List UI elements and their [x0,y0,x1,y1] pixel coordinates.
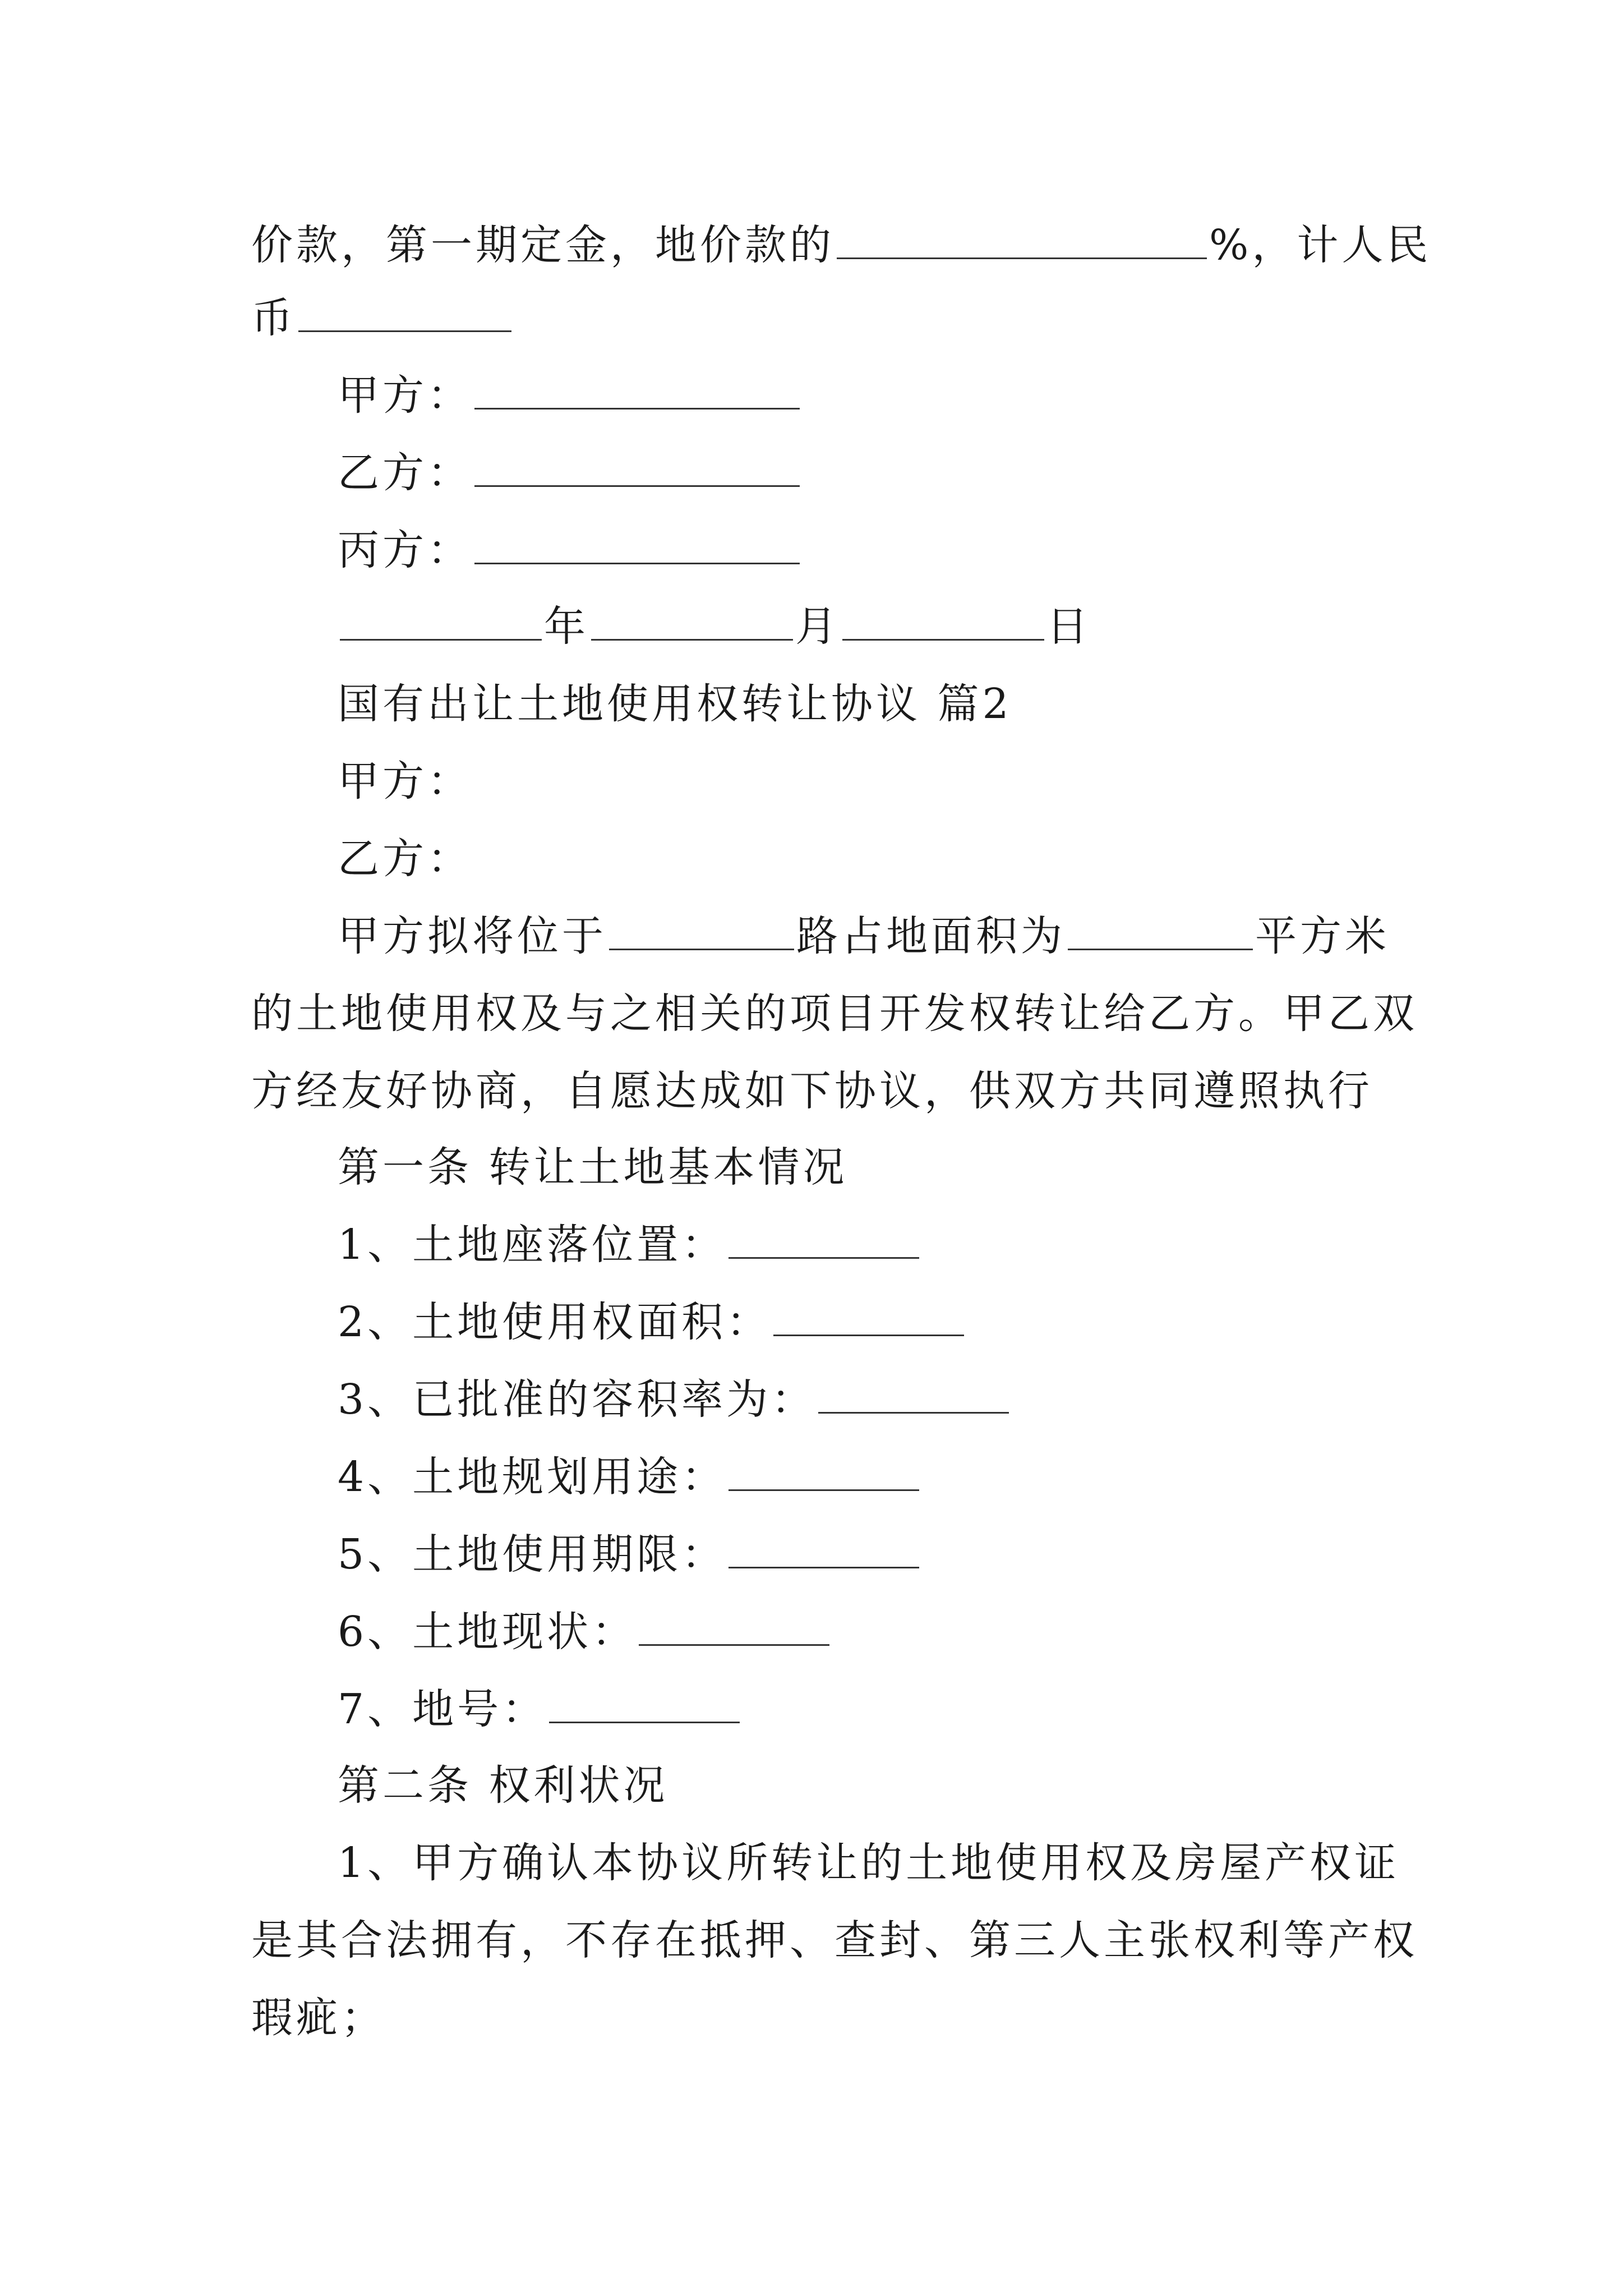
section2-party-b: 乙方： [338,835,472,883]
currency-label: 币 [251,294,296,342]
party-b-label: 乙方： [338,449,472,497]
payment-text-b: %，计人民 [1209,221,1432,269]
intro-line-3: 方经友好协商，自愿达成如下协议，供双方共同遵照执行 [251,1067,1373,1115]
item-1-blank [728,1220,919,1259]
day-label: 日 [1046,602,1091,651]
party-a-line [338,370,802,421]
date-line [338,601,1091,652]
party-c-blank [474,526,800,564]
item-2 [338,1297,966,1347]
payment-line-2 [251,293,514,343]
payment-text-a: 价款，第一期定金，地价款的 [251,221,834,269]
intro-line-1 [338,911,1390,961]
month-label: 月 [795,602,840,651]
month-blank [591,602,793,641]
article-2-title: 第二条 权利状况 [338,1761,668,1810]
road-blank [609,912,794,950]
article-1-title: 第一条 转让土地基本情况 [338,1143,848,1191]
item-2-blank [773,1297,964,1336]
item-6 [338,1607,832,1657]
rights-line-1: 1、甲方确认本协议所转让的土地使用权及房屋产权证 [338,1839,1400,1887]
item-2-label: 2、土地使用权面积： [338,1298,772,1346]
item-7-label: 7、地号： [338,1685,547,1733]
currency-blank [298,293,511,332]
item-1-label: 1、土地座落位置： [338,1221,727,1269]
item-6-blank [639,1607,829,1646]
item-5-blank [728,1530,919,1568]
item-7 [338,1684,742,1734]
area-blank [1068,912,1253,950]
percent-blank [837,220,1207,259]
item-3-label: 3、已批准的容积率为： [338,1375,817,1424]
year-blank [340,602,542,641]
item-4 [338,1452,921,1502]
intro-text-a: 甲方拟将位于 [338,912,607,960]
item-5-label: 5、土地使用期限： [338,1530,727,1579]
party-a-label: 甲方： [338,371,472,420]
rights-line-2: 是其合法拥有，不存在抵押、查封、第三人主张权利等产权 [251,1916,1418,1964]
payment-line-1 [251,220,1431,270]
item-1 [338,1220,921,1270]
item-3-blank [818,1375,1009,1414]
item-6-label: 6、土地现状： [338,1608,637,1656]
item-5 [338,1529,921,1580]
item-4-label: 4、土地规划用途： [338,1453,727,1501]
intro-text-c: 平方米 [1255,912,1390,960]
party-a-blank [474,371,800,409]
rights-line-3: 瑕疵； [251,1994,386,2042]
party-b-blank [474,448,800,487]
item-3 [338,1374,1011,1425]
section-title: 国有出让土地使用权转让协议 篇2 [338,680,1012,728]
item-7-blank [549,1685,740,1723]
year-label: 年 [544,602,589,651]
intro-text-b: 路占地面积为 [796,912,1066,960]
party-b-line [338,448,802,498]
party-c-line [338,525,802,576]
day-blank [842,602,1044,641]
intro-line-2: 的土地使用权及与之相关的项目开发权转让给乙方。甲乙双 [251,990,1418,1038]
item-4-blank [728,1452,919,1491]
section2-party-a: 甲方： [338,757,472,806]
party-c-label: 丙方： [338,526,472,574]
